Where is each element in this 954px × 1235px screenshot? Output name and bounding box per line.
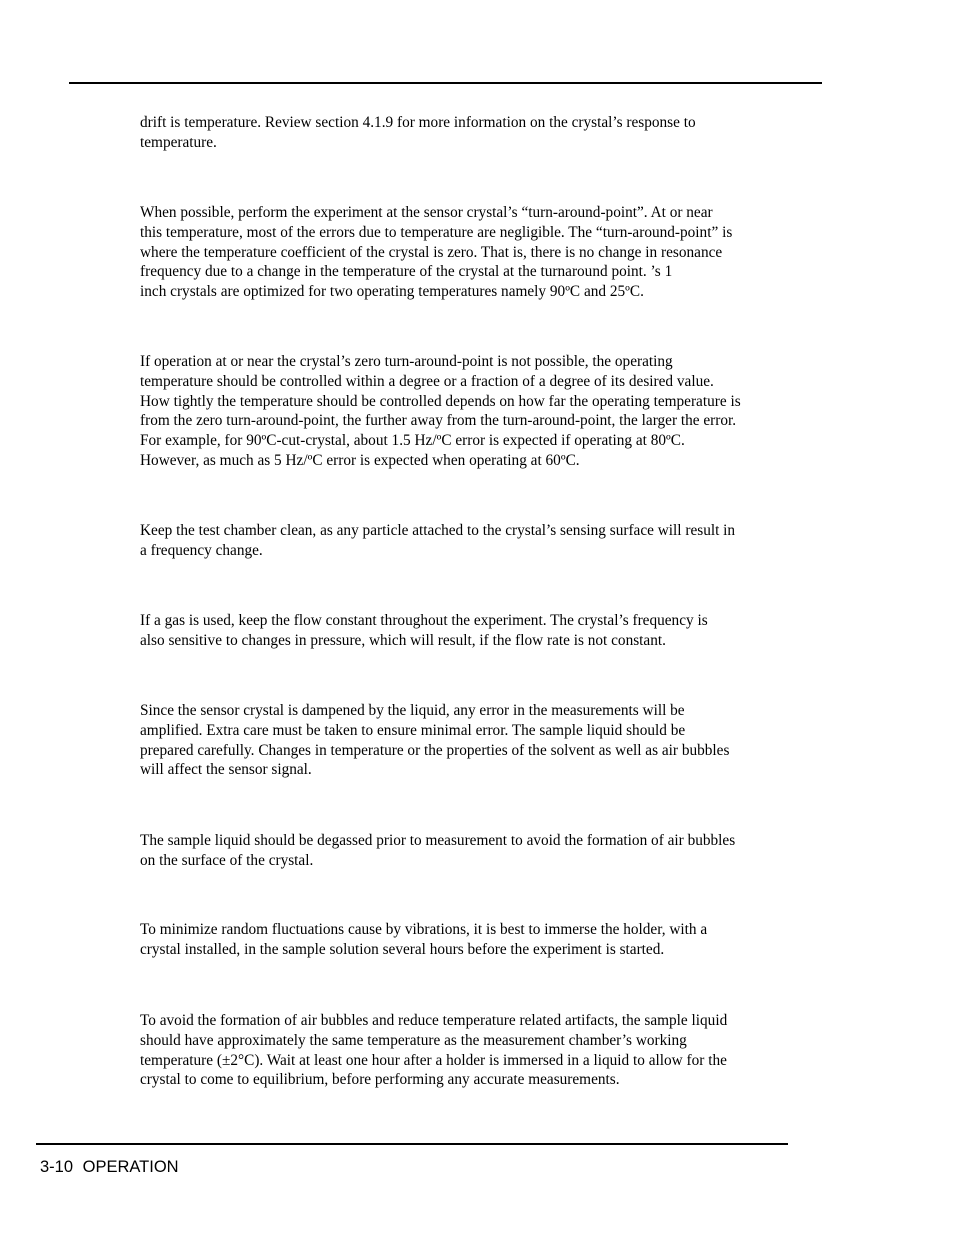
paragraph-temperature-drift: drift is temperature. Review section 4.1.9 for more information on the crystal’s response to temperature. [140,114,696,151]
section-title: OPERATION [82,1158,179,1176]
page-number: 3-10 [40,1158,74,1176]
paragraph-degassing: The sample liquid should be degassed prior to measurement to avoid the formation of air bubbles on the surface of the crystal. [140,832,736,869]
paragraph-clean-chamber: Keep the test chamber clean, as any particle attached to the crystal’s sensing surface will result in a frequency change. [140,522,736,559]
page-footer [40,1156,179,1178]
paragraph-gas-flow: If a gas is used, keep the flow constant throughout the experiment. The crystal’s frequency is also sensitive to changes in pressure, which will result, if the flow rate is not constant. [140,612,708,649]
footer-rule [36,1143,788,1145]
header-rule [69,82,822,84]
paragraph-vibrations: To minimize random fluctuations cause by vibrations, it is best to immerse the holder, with a crystal installed, in the sample solution several hours before the experiment is started. [140,921,708,958]
paragraph-air-bubbles-temperature: To avoid the formation of air bubbles and reduce temperature related artifacts, the sample liquid should have approximately the same temperature as the measurement chamber’s working temperature (±2°C). Wait at least one hour after a holder is immersed in a liquid to allow for the crystal to come to equilibrium, before performing any accurate measurements. [140,1012,728,1089]
paragraph-turn-around-point: When possible, perform the experiment at the sensor crystal’s “turn-around-point”. At or near this temperature, most of the errors due to temperature are negligible. The “turn-around-point” is where the temperature coefficient of the crystal is zero. That is, there is no change in resonance frequency due to a change in the temperature of the crystal at the turnaround point. ’s 1 inch crystals are optimized for two operating temperatures namely 90ºC and 25ºC. [140,204,733,301]
paragraph-liquid-dampening: Since the sensor crystal is dampened by the liquid, any error in the measurements will be amplified. Extra care must be taken to ensure minimal error. The sample liquid should be prepared carefully. Changes in temperature or the properties of the solvent as well as air bubbles will affect the sensor signal. [140,702,730,779]
paragraph-temperature-control: If operation at or near the crystal’s zero turn-around-point is not possible, the operating temperature should be controlled within a degree or a fraction of a degree of its desired value. How tightly the temperature should be controlled depends on how far the operating temperature is from the zero turn-around-point, the further away from the turn-around-point, the larger the error. For example, for 90ºC-cut-crystal, about 1.5 Hz/ºC error is expected if operating at 80ºC. However, as much as 5 Hz/ºC error is expected when operating at 60ºC. [140,353,741,469]
